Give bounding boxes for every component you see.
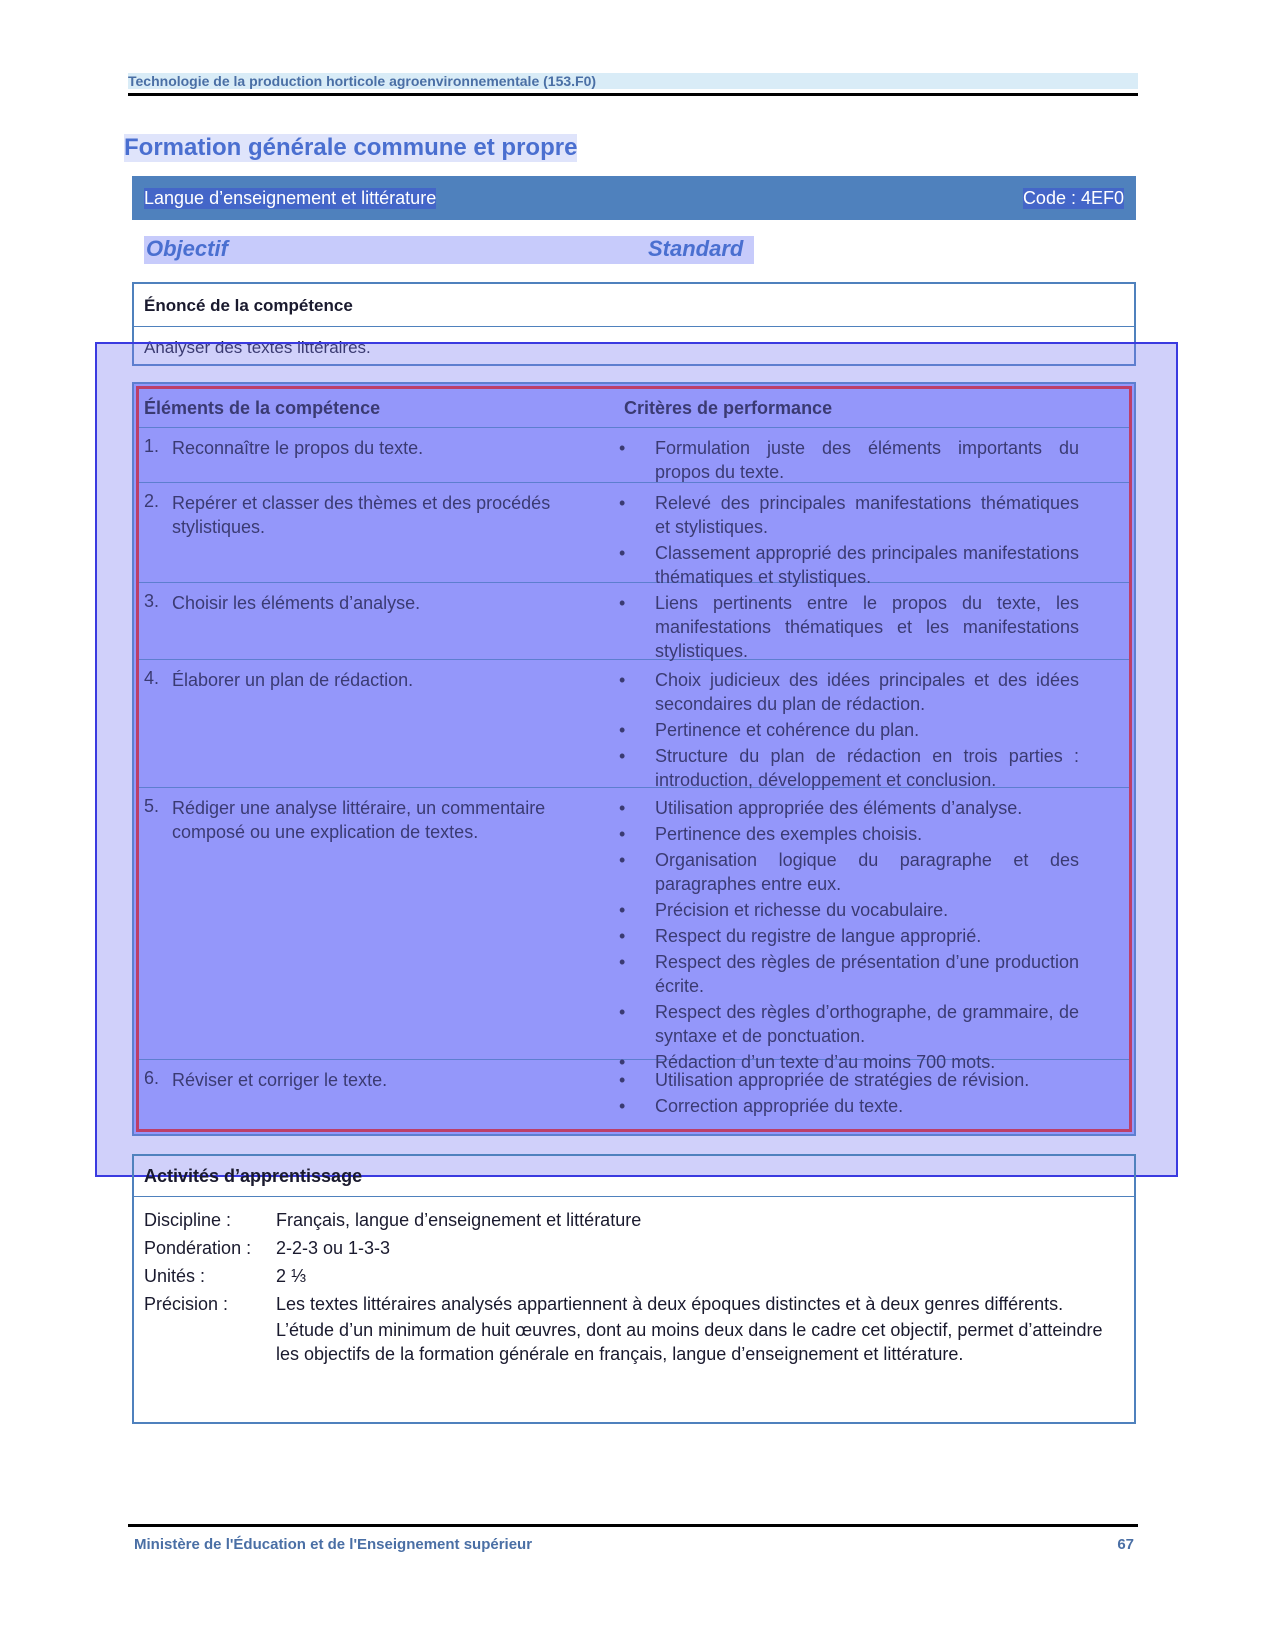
column-header-elements: Éléments de la compétence xyxy=(144,398,381,418)
criteria-item: • Respect du registre de langue approprié. xyxy=(619,926,982,946)
precision-value xyxy=(276,1292,1126,1368)
criteria-item: • Choix judicieux des idées principales et des idées secondaires du plan de rédaction. xyxy=(619,670,1079,714)
page-number: 67 xyxy=(1117,1536,1134,1553)
bullet-icon: • xyxy=(619,1070,626,1090)
row-number: 5. xyxy=(144,796,160,816)
element-text: Élaborer un plan de rédaction. xyxy=(172,670,414,690)
course-name: Langue d’enseignement et littérature xyxy=(144,187,437,208)
criteria-item: • Pertinence des exemples choisis. xyxy=(619,824,923,844)
bullet-icon: • xyxy=(619,850,626,870)
criteria-item: • Classement approprié des principales manifestations thématiques et stylistiques. xyxy=(619,543,1079,587)
criteria-item: • Relevé des principales manifestations thématiques et stylistiques. xyxy=(619,493,1079,537)
bullet-icon: • xyxy=(619,493,626,513)
unites-label: Unités : xyxy=(144,1266,206,1286)
row-number: 4. xyxy=(144,668,160,688)
bullet-icon: • xyxy=(619,798,626,818)
bullet-icon: • xyxy=(619,593,626,613)
discipline-label: Discipline : xyxy=(144,1210,232,1230)
precision-paragraph: Les textes littéraires analysés appartiennent à deux époques distinctes et à deux genres différents. xyxy=(276,1294,1064,1314)
bullet-icon: • xyxy=(619,1052,626,1072)
bullet-icon: • xyxy=(619,900,626,920)
activites-box xyxy=(132,1154,1136,1424)
enonce-heading: Énoncé de la compétence xyxy=(144,296,353,315)
row-number: 1. xyxy=(144,436,160,456)
row-number: 3. xyxy=(144,591,160,611)
column-header-criteres: Critères de performance xyxy=(624,398,833,418)
criteria-item: • Utilisation appropriée des éléments d’analyse. xyxy=(619,798,1023,818)
bullet-icon: • xyxy=(619,746,626,766)
element-text: Rédiger une analyse littéraire, un commentaire composé ou une explication de textes. xyxy=(172,798,546,842)
discipline-value: Français, langue d’enseignement et littérature xyxy=(276,1210,642,1230)
ponderation-label: Pondération : xyxy=(144,1238,252,1258)
divider xyxy=(134,1196,1134,1197)
selection-overlay xyxy=(95,342,1178,1177)
row-number: 2. xyxy=(144,491,160,511)
element-text: Reconnaître le propos du texte. xyxy=(172,438,424,458)
activites-heading: Activités d’apprentissage xyxy=(144,1166,363,1186)
criteria-item: • Précision et richesse du vocabulaire. xyxy=(619,900,949,920)
criteria-item: • Formulation juste des éléments importants du propos du texte. xyxy=(619,438,1079,482)
criteria-item: • Liens pertinents entre le propos du texte, les manifestations thématiques et les manifestations stylistiques. xyxy=(619,593,1079,661)
element-text: Réviser et corriger le texte. xyxy=(172,1070,388,1090)
bullet-icon: • xyxy=(619,824,626,844)
course-code: Code : 4EF0 xyxy=(1022,187,1124,208)
criteria-item: • Structure du plan de rédaction en trois parties : introduction, développement et conclusion. xyxy=(619,746,1079,790)
enonce-text: Analyser des textes littéraires. xyxy=(144,338,371,357)
standard-label: Standard xyxy=(648,236,744,261)
bullet-icon: • xyxy=(619,1096,626,1116)
bullet-icon: • xyxy=(619,952,626,972)
footer-rule xyxy=(128,1524,1138,1527)
criteria-item: • Utilisation appropriée de stratégies de révision. xyxy=(619,1070,1030,1090)
bullet-icon: • xyxy=(619,543,626,563)
header-rule xyxy=(128,93,1138,96)
unites-value: 2 ⅓ xyxy=(276,1266,307,1286)
element-text: Choisir les éléments d’analyse. xyxy=(172,593,421,613)
precision-label: Précision : xyxy=(144,1294,229,1314)
criteria-item: • Organisation logique du paragraphe et des paragraphes entre eux. xyxy=(619,850,1079,894)
bullet-icon: • xyxy=(619,720,626,740)
footer-ministry: Ministère de l'Éducation et de l'Enseignement supérieur xyxy=(134,1536,533,1553)
ponderation-value: 2-2-3 ou 1-3-3 xyxy=(276,1238,391,1258)
divider xyxy=(134,326,1134,327)
element-text: Repérer et classer des thèmes et des procédés stylistiques. xyxy=(172,493,551,537)
bullet-icon: • xyxy=(619,438,626,458)
bullet-icon: • xyxy=(619,670,626,690)
criteria-item: • Pertinence et cohérence du plan. xyxy=(619,720,920,740)
objectif-standard-row xyxy=(144,236,754,264)
criteria-item: • Correction appropriée du texte. xyxy=(619,1096,904,1116)
criteria-item: • Respect des règles de présentation d’une production écrite. xyxy=(619,952,1079,996)
bullet-icon: • xyxy=(619,926,626,946)
precision-paragraph: L’étude d’un minimum de huit œuvres, dont au moins deux dans le cadre cet objectif, permet d’atteindre les objectifs de la formation générale en français, langue d’enseignement et littérature. xyxy=(276,1320,1103,1364)
row-number: 6. xyxy=(144,1068,160,1088)
running-header: Technologie de la production horticole agroenvironnementale (153.F0) xyxy=(128,73,1138,89)
bullet-icon: • xyxy=(619,1002,626,1022)
criteria-item: • Rédaction d’un texte d’au moins 700 mots. xyxy=(619,1052,996,1072)
footer xyxy=(134,1536,1134,1553)
criteria-item: • Respect des règles d’orthographe, de grammaire, de syntaxe et de ponctuation. xyxy=(619,1002,1079,1046)
section-title: Formation générale commune et propre xyxy=(124,134,578,161)
course-bar xyxy=(132,176,1136,220)
objectif-label: Objectif xyxy=(146,236,228,261)
